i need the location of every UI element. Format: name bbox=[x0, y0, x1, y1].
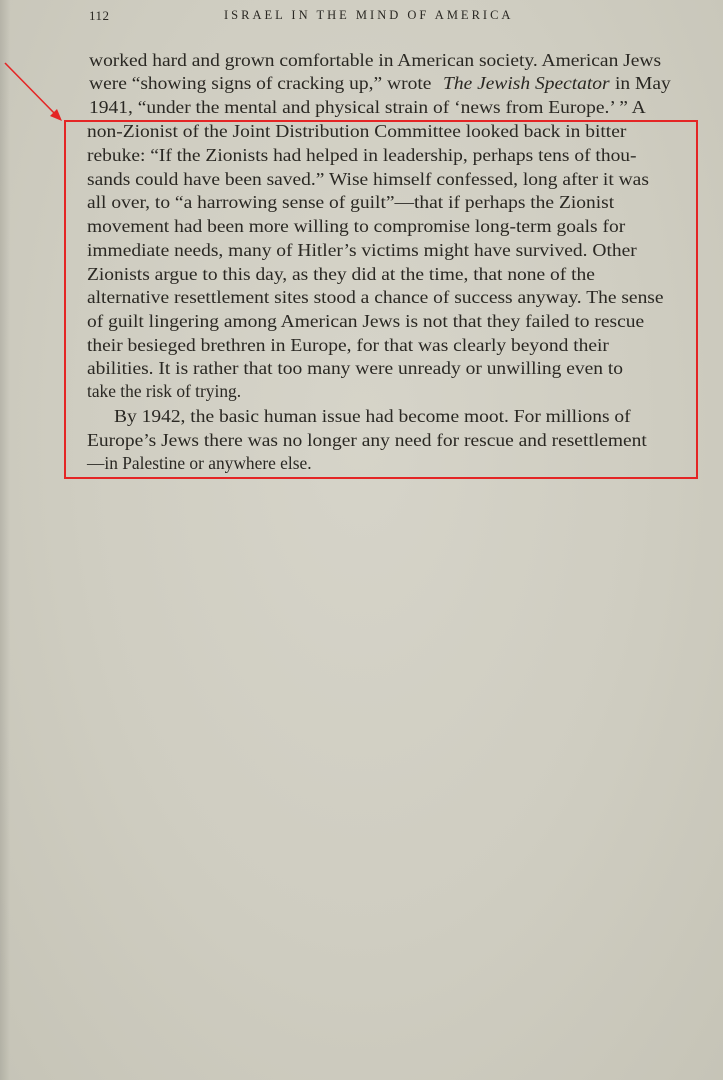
page-number: 112 bbox=[89, 8, 110, 23]
text-line bbox=[0, 263, 723, 285]
text-line bbox=[0, 215, 723, 237]
text-line bbox=[0, 286, 723, 308]
running-head bbox=[0, 8, 723, 26]
line-text: worked hard and grown comfortable in American society. American Jews bbox=[89, 50, 662, 70]
text-line bbox=[0, 310, 723, 332]
text-line bbox=[0, 239, 723, 261]
text-line bbox=[0, 429, 723, 451]
text-line bbox=[0, 72, 723, 94]
line-text: take the risk of trying. bbox=[87, 381, 242, 401]
line-text: —in Palestine or anywhere else. bbox=[87, 453, 312, 473]
line-text: rebuke: “If the Zionists had helped in leadership, perhaps tens of thou- bbox=[87, 145, 637, 165]
text-line bbox=[0, 96, 723, 118]
line-text: Zionists argue to this day, as they did at the time, that none of the bbox=[87, 264, 595, 284]
line-text: abilities. It is rather that too many were unready or unwilling even to bbox=[87, 358, 624, 378]
text-line bbox=[0, 452, 723, 474]
text-line bbox=[0, 49, 723, 71]
line-text: in May bbox=[615, 73, 671, 93]
line-text: alternative resettlement sites stood a chance of success anyway. The sense bbox=[87, 287, 664, 307]
line-text: of guilt lingering among American Jews is not that they failed to rescue bbox=[87, 311, 645, 331]
line-text: their besieged brethren in Europe, for that was clearly beyond their bbox=[87, 335, 609, 355]
text-line bbox=[0, 334, 723, 356]
line-text: non-Zionist of the Joint Distribution Committee looked back in bitter bbox=[87, 121, 627, 141]
line-text: sands could have been saved.” Wise himself confessed, long after it was bbox=[87, 169, 649, 189]
line-text: immediate needs, many of Hitler’s victims might have survived. Other bbox=[87, 240, 637, 260]
text-line bbox=[0, 168, 723, 190]
line-text: 1941, “under the mental and physical strain of ‘news from Europe.’ ” A bbox=[89, 97, 646, 117]
periodical-title: The Jewish Spectator bbox=[443, 73, 610, 93]
line-text: were “showing signs of cracking up,” wrote bbox=[89, 73, 432, 93]
book-title: ISRAEL IN THE MIND OF AMERICA bbox=[224, 8, 514, 22]
line-text: all over, to “a harrowing sense of guilt”—that if perhaps the Zionist bbox=[87, 192, 615, 212]
text-line bbox=[0, 120, 723, 142]
text-line bbox=[0, 144, 723, 166]
paragraph-start: By 1942, the basic human issue had become moot. For millions of bbox=[114, 406, 631, 426]
line-text: movement had been more willing to compromise long-term goals for bbox=[87, 216, 626, 236]
text-line bbox=[0, 380, 723, 402]
line-text: Europe’s Jews there was no longer any need for rescue and resettlement bbox=[87, 430, 647, 450]
text-line bbox=[0, 191, 723, 213]
text-line bbox=[0, 357, 723, 379]
text-line bbox=[0, 405, 723, 427]
